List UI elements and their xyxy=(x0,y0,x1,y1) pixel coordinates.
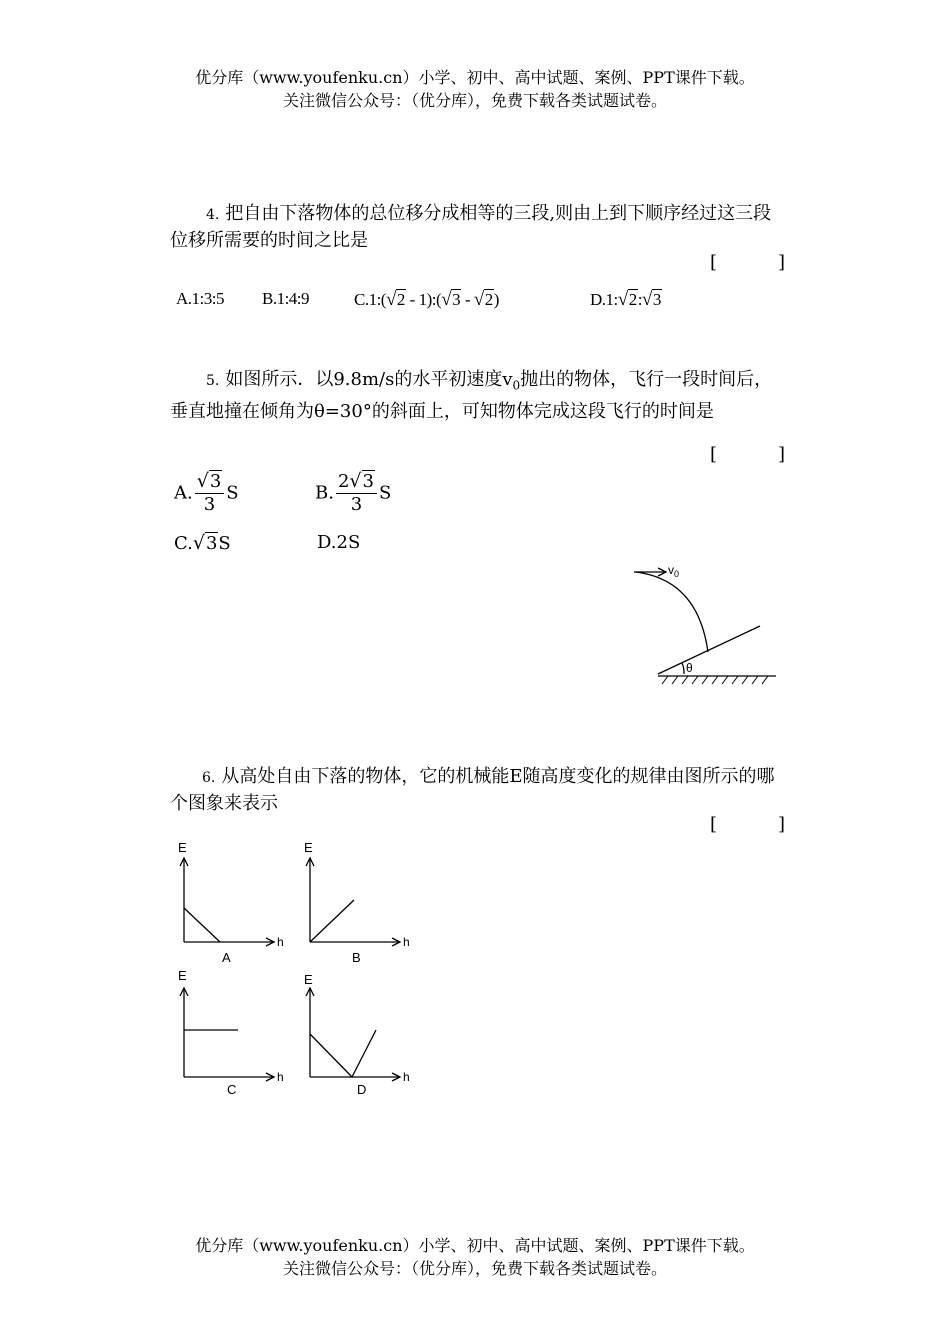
graph-caption: A xyxy=(222,950,231,965)
question-5-number: 5. xyxy=(206,373,220,389)
page-header xyxy=(0,66,950,112)
sqrt-icon: √ xyxy=(641,289,652,310)
graph-caption: D xyxy=(357,1082,367,1097)
graph-caption: B xyxy=(352,950,361,965)
sqrt-icon: √ xyxy=(349,470,362,492)
graph-option-a[interactable] xyxy=(174,838,289,966)
x-axis-label: h xyxy=(403,935,410,949)
graph-option-b[interactable] xyxy=(300,838,415,966)
projectile-incline-figure xyxy=(626,556,786,688)
velocity-label: $v_0$ xyxy=(668,563,680,579)
q4-option-b[interactable]: B.1:4:9 xyxy=(262,289,310,308)
graph-option-c[interactable] xyxy=(174,966,289,1100)
q4-option-a[interactable]: A.1:3:5 xyxy=(176,289,224,308)
question-5: 5. 如图所示．以9.8m/s的水平初速度$v_0$抛出的物体，飞行一段时间后，垂直地撞在倾角为θ=30°的斜面上，可知物体完成这段飞行的时间是 xyxy=(170,369,773,422)
y-axis-label: E xyxy=(178,840,187,855)
energy-line xyxy=(310,1030,376,1077)
q5-option-d[interactable]: D.2S xyxy=(317,532,361,553)
ground-hatching xyxy=(662,676,768,684)
question-4 xyxy=(170,201,785,254)
x-axis-label: h xyxy=(277,1070,284,1084)
answer-bracket-q4[interactable]: [ ] xyxy=(710,252,785,273)
question-4-number: 4. xyxy=(206,207,220,223)
graph-caption: C xyxy=(227,1082,237,1097)
q4-option-d[interactable]: D.1:√2:√3 xyxy=(590,289,661,310)
question-6-number: 6. xyxy=(202,770,216,786)
question-6-text: 从高处自由下落的物体，它的机械能E随高度变化的规律由图所示的哪个图象来表示 xyxy=(170,766,775,814)
footer-line-1: 优分库（www.youfenku.cn）小学、初中、高中试题、案例、PPT课件下载。 xyxy=(195,1236,755,1255)
q5-option-b[interactable]: B. $\frac{2√3}{3}$ S xyxy=(315,470,392,515)
sqrt-icon: √ xyxy=(441,289,452,310)
y-axis-label: E xyxy=(178,968,187,983)
y-axis-label: E xyxy=(304,972,313,987)
question-4-text: 把自由下落物体的总位移分成相等的三段,则由上到下顺序经过这三段位移所需要的时间之比是 xyxy=(170,203,772,251)
sqrt-icon: √ xyxy=(196,470,209,492)
sqrt-icon: √ xyxy=(473,289,484,310)
x-axis-label: h xyxy=(403,1070,410,1084)
q4-option-c[interactable]: C.1:(√2 - 1):(√3 - √2) xyxy=(354,289,499,310)
header-line-1: 优分库（www.youfenku.cn）小学、初中、高中试题、案例、PPT课件下载。 xyxy=(195,68,755,87)
sqrt-icon: √ xyxy=(385,289,396,310)
header-line-2: 关注微信公众号：（优分库），免费下载各类试题试卷。 xyxy=(282,91,667,110)
answer-bracket-q6[interactable]: [ ] xyxy=(710,814,785,835)
sqrt-icon: √ xyxy=(617,289,628,310)
angle-label: θ xyxy=(686,661,693,675)
sqrt-icon: √ xyxy=(192,532,205,554)
graph-option-d[interactable] xyxy=(300,966,415,1100)
energy-line xyxy=(310,900,354,942)
question-6 xyxy=(170,764,785,817)
y-axis-label: E xyxy=(304,840,313,855)
incline-surface xyxy=(658,626,760,674)
q5-option-c[interactable]: C.√3S xyxy=(174,532,231,554)
q5-option-a[interactable]: A. $\frac{√3}{3}$ S xyxy=(174,470,239,515)
trajectory-curve xyxy=(636,572,708,652)
answer-bracket-q5[interactable]: [ ] xyxy=(710,444,785,465)
x-axis-label: h xyxy=(277,935,284,949)
angle-arc xyxy=(682,663,684,674)
energy-line xyxy=(184,908,220,942)
footer-line-2: 关注微信公众号：（优分库），免费下载各类试题试卷。 xyxy=(282,1259,667,1278)
page-footer xyxy=(0,1234,950,1280)
